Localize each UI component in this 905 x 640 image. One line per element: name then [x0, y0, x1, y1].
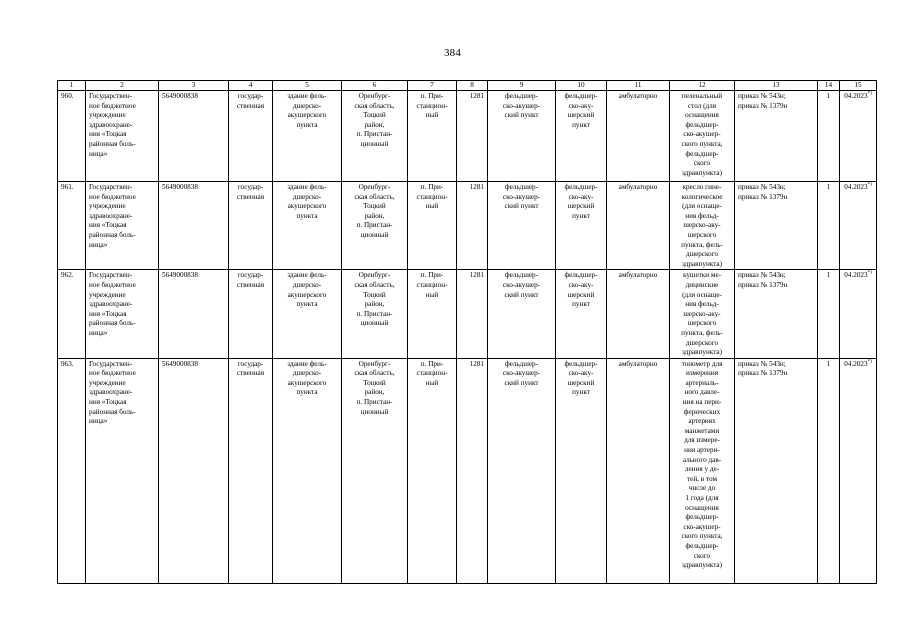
locality-cell: п. При- станцион- ный: [408, 270, 457, 358]
date-value: 04.2023: [844, 359, 868, 368]
table-row: [58, 270, 877, 358]
footnote-marker: *): [867, 270, 872, 276]
column-number-10: 10: [556, 81, 607, 91]
institution-cell: Государствен- ное бюджетное учреждение здравоохране- ния «Тоцкая районная боль- ница»: [86, 91, 159, 182]
inn-cell: 5649000838: [159, 91, 229, 182]
quantity-cell: 1: [818, 270, 840, 358]
date-value: 04.2023: [844, 183, 868, 191]
date-cell: [840, 270, 877, 358]
order-cell: приказ № 543н; приказ № 1379н: [735, 358, 818, 583]
unit-cell: фельдшер- ско-акушер- ский пункт: [488, 91, 556, 182]
ownership-cell: государ- ственная: [229, 270, 273, 358]
care-form-cell: амбулаторно: [607, 91, 670, 182]
equipment-cell: кушетки ме- дицинские (для оснаще- ния фельд- шерско-аку- шерского пункта, фель- дшерского здравпункта): [670, 270, 735, 358]
date-cell: [840, 91, 877, 182]
unit-type-cell: фельдшер- ско-аку- шерский пункт: [556, 91, 607, 182]
table-row: [58, 182, 877, 270]
unit-cell: фельдшер- ско-акушер- ский пункт: [488, 182, 556, 270]
page-number: 384: [443, 47, 462, 59]
code-cell: 1281: [457, 91, 488, 182]
inn-cell: 5649000838: [159, 270, 229, 358]
order-cell: приказ № 543н; приказ № 1379н: [735, 182, 818, 270]
building-cell: здание фель- дшерско- акушерского пункта: [273, 270, 342, 358]
order-cell: приказ № 543н; приказ № 1379н: [735, 270, 818, 358]
table-row: [58, 91, 877, 182]
column-number-8: 8: [457, 81, 488, 91]
equipment-cell: пеленальный стол (для оснащения фельдшер- ско-акушер- ского пункта, фельдшер- ского здравпункта): [670, 91, 735, 182]
date-cell: [840, 358, 877, 583]
building-cell: здание фель- дшерско- акушерского пункта: [273, 182, 342, 270]
locality-cell: п. При- станцион- ный: [408, 182, 457, 270]
column-number-13: 13: [735, 81, 818, 91]
column-number-7: 7: [408, 81, 457, 91]
registry-table: [57, 80, 877, 584]
building-cell: здание фель- дшерско- акушерского пункта: [273, 358, 342, 583]
institution-cell: Государствен- ное бюджетное учреждение здравоохране- ния «Тоцкая районная боль- ница»: [86, 270, 159, 358]
locality-cell: п. При- станцион- ный: [408, 358, 457, 583]
date-value: 04.2023: [844, 271, 868, 280]
address-cell: Оренбург- ская область, Тоцкий район, п. Пристан- ционный: [342, 91, 408, 182]
institution-cell: Государствен- ное бюджетное учреждение здравоохране- ния «Тоцкая районная боль- ница»: [86, 358, 159, 583]
code-cell: 1281: [457, 358, 488, 583]
row-number: 960.: [58, 91, 86, 182]
row-number: 961.: [58, 182, 86, 270]
locality-cell: п. При- станцион- ный: [408, 91, 457, 182]
column-number-2: 2: [86, 81, 159, 91]
footnote-marker: *): [867, 91, 872, 97]
column-number-6: 6: [342, 81, 408, 91]
column-number-12: 12: [670, 81, 735, 91]
row-number: 962.: [58, 270, 86, 358]
order-cell: приказ № 543н; приказ № 1379н: [735, 91, 818, 182]
inn-cell: 5649000838: [159, 182, 229, 270]
address-cell: Оренбург- ская область, Тоцкий район, п. Пристан- ционный: [342, 358, 408, 583]
column-number-1: 1: [58, 81, 86, 91]
equipment-cell: тонометр для измерения артериаль- ного давле- ния на пери- ферических артериях манжетами для измере- ния артери- ального дав- ления у де- тей, в том числе до 1 года (для оснащения фельдшер- ско-акушер- ского пункта, фельдшер- ского здравпункта): [670, 358, 735, 583]
care-form-cell: амбулаторно: [607, 270, 670, 358]
address-cell: Оренбург- ская область, Тоцкий район, п. Пристан- ционный: [342, 270, 408, 358]
unit-cell: фельдшер- ско-акушер- ский пункт: [488, 358, 556, 583]
column-number-15: 15: [840, 81, 877, 91]
unit-type-cell: фельдшер- ско-аку- шерский пункт: [556, 182, 607, 270]
unit-type-cell: фельдшер- ско-аку- шерский пункт: [556, 270, 607, 358]
code-cell: 1281: [457, 270, 488, 358]
header-row: [58, 81, 877, 91]
care-form-cell: амбулаторно: [607, 182, 670, 270]
ownership-cell: государ- ственная: [229, 182, 273, 270]
footnote-marker: *): [867, 182, 872, 188]
column-number-4: 4: [229, 81, 273, 91]
column-number-5: 5: [273, 81, 342, 91]
inn-cell: 5649000838: [159, 358, 229, 583]
column-number-3: 3: [159, 81, 229, 91]
table-row: [58, 358, 877, 583]
table-body: [58, 91, 877, 584]
quantity-cell: 1: [818, 91, 840, 182]
column-number-11: 11: [607, 81, 670, 91]
date-value: 04.2023: [844, 92, 868, 100]
ownership-cell: государ- ственная: [229, 358, 273, 583]
address-cell: Оренбург- ская область, Тоцкий район, п. Пристан- ционный: [342, 182, 408, 270]
care-form-cell: амбулаторно: [607, 358, 670, 583]
footnote-marker: *): [867, 359, 872, 365]
institution-cell: Государствен- ное бюджетное учреждение здравоохране- ния «Тоцкая районная боль- ница»: [86, 182, 159, 270]
unit-cell: фельдшер- ско-акушер- ский пункт: [488, 270, 556, 358]
quantity-cell: 1: [818, 182, 840, 270]
ownership-cell: государ- ственная: [229, 91, 273, 182]
quantity-cell: 1: [818, 358, 840, 583]
unit-type-cell: фельдшер- ско-аку- шерский пункт: [556, 358, 607, 583]
date-cell: [840, 182, 877, 270]
column-number-14: 14: [818, 81, 840, 91]
code-cell: 1281: [457, 182, 488, 270]
building-cell: здание фель- дшерско- акушерского пункта: [273, 91, 342, 182]
row-number: 963.: [58, 358, 86, 583]
equipment-cell: кресло гине- кологическое (для оснаще- ния фельд- шерско-аку- шерского пункта, фель- дшерского здравпункта): [670, 182, 735, 270]
column-number-9: 9: [488, 81, 556, 91]
